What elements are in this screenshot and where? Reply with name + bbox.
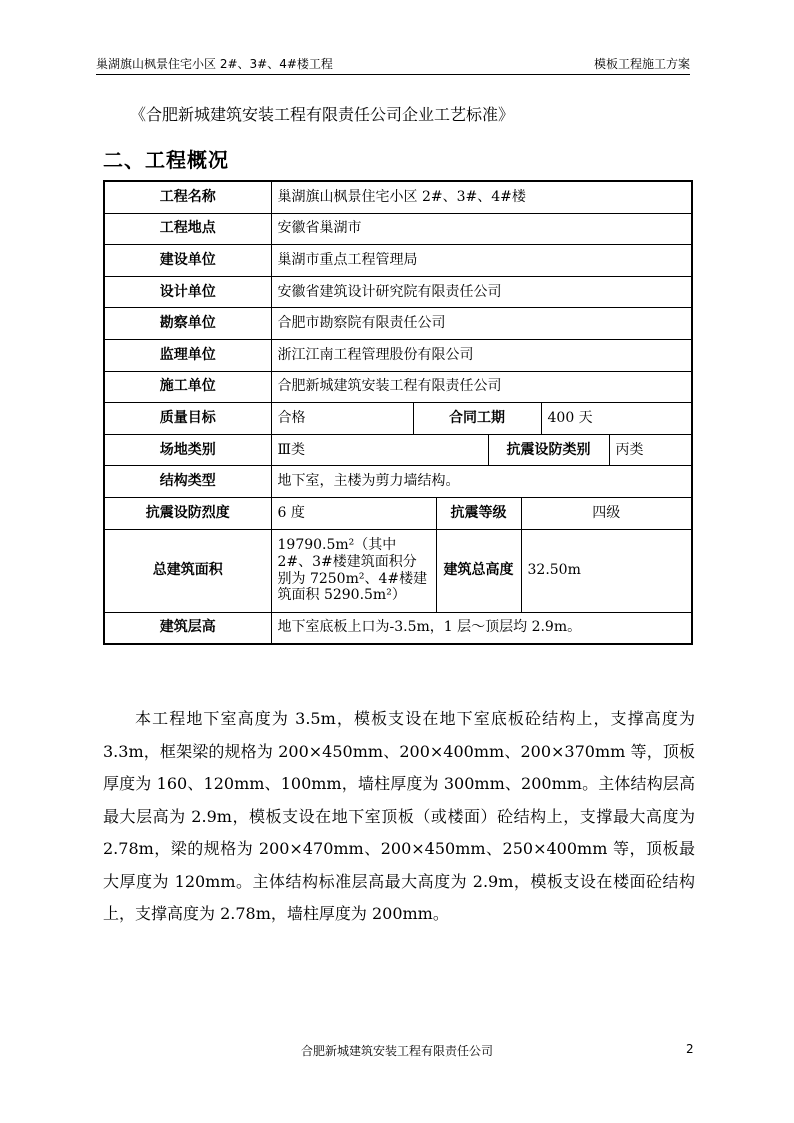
table-row xyxy=(104,308,692,340)
page-number: 2 xyxy=(686,1042,694,1056)
page-header xyxy=(96,56,690,75)
table-row xyxy=(104,497,692,529)
quality-label: 质量目标 xyxy=(104,403,271,435)
seismic-grade-label: 抗震等级 xyxy=(436,497,521,529)
height-value: 32.50m xyxy=(521,529,692,612)
header-project: 巢湖旗山枫景住宅小区 2#、3#、4#楼工程 xyxy=(96,57,333,71)
survey-value: 合肥市勘察院有限责任公司 xyxy=(271,308,692,340)
table-row xyxy=(104,529,692,612)
table-row xyxy=(104,339,692,371)
table-row xyxy=(104,466,692,498)
section-title: 二、工程概况 xyxy=(103,148,229,172)
height-label: 建筑总高度 xyxy=(436,529,521,612)
period-label: 合同工期 xyxy=(413,403,541,435)
period-value: 400 天 xyxy=(541,403,692,435)
table-row xyxy=(104,181,692,213)
body-paragraph: 本工程地下室高度为 3.5m，模板支设在地下室底板砼结构上，支撑高度为 3.3m，框架梁的规格为 200×450mm、200×400mm、200×370mm 等，顶板厚度为 160、120mm、100mm，墙柱厚度为 300mm、200mm。主体结构层高最大层高为 2.9m，模板支设在地下室顶板（或楼面）砼结构上，支撑最大高度为 2.78m，梁的规格为 200×470mm、200×450mm、250×400mm 等，顶板最大厚度为 120mm。主体结构标准层高最大高度为 2.9m，模板支设在楼面砼结构上，支撑高度为 2.78m，墙柱厚度为 200mm。 xyxy=(103,709,695,923)
header-doc-title: 模板工程施工方案 xyxy=(593,57,690,71)
table-row xyxy=(104,371,692,403)
project-name-value: 巢湖旗山枫景住宅小区 2#、3#、4#楼 xyxy=(271,181,692,213)
area-label: 总建筑面积 xyxy=(104,529,271,612)
area-value: 19790.5m²（其中 2#、3#楼建筑面积分别为 7250m²、4#楼建筑面积 5290.5m²） xyxy=(271,529,436,612)
location-label: 工程地点 xyxy=(104,213,271,245)
table-row xyxy=(104,245,692,277)
intensity-label: 抗震设防烈度 xyxy=(104,497,271,529)
contractor-label: 施工单位 xyxy=(104,371,271,403)
designer-value: 安徽省建筑设计研究院有限责任公司 xyxy=(271,276,692,308)
contractor-value: 合肥新城建筑安装工程有限责任公司 xyxy=(271,371,692,403)
floor-height-label: 建筑层高 xyxy=(104,612,271,644)
site-class-value: Ⅲ类 xyxy=(271,434,488,466)
quality-value: 合格 xyxy=(271,403,413,435)
owner-label: 建设单位 xyxy=(104,245,271,277)
site-class-label: 场地类别 xyxy=(104,434,271,466)
structure-label: 结构类型 xyxy=(104,466,271,498)
location-value: 安徽省巢湖市 xyxy=(271,213,692,245)
project-name-label: 工程名称 xyxy=(104,181,271,213)
intensity-value: 6 度 xyxy=(271,497,436,529)
supervisor-value: 浙江江南工程管理股份有限公司 xyxy=(271,339,692,371)
designer-label: 设计单位 xyxy=(104,276,271,308)
seismic-class-label: 抗震设防类别 xyxy=(488,434,609,466)
seismic-class-value: 丙类 xyxy=(609,434,692,466)
structure-value: 地下室，主楼为剪力墙结构。 xyxy=(271,466,692,498)
project-overview-table xyxy=(103,180,693,645)
seismic-grade-value: 四级 xyxy=(521,497,692,529)
owner-value: 巢湖市重点工程管理局 xyxy=(271,245,692,277)
standard-line: 《合肥新城建筑安装工程有限责任公司企业工艺标准》 xyxy=(130,105,515,124)
floor-height-value: 地下室底板上口为-3.5m，1 层～顶层均 2.9m。 xyxy=(271,612,692,644)
table-row xyxy=(104,276,692,308)
table-row xyxy=(104,403,692,435)
table-row xyxy=(104,612,692,644)
footer-company: 合肥新城建筑安装工程有限责任公司 xyxy=(300,1044,493,1058)
supervisor-label: 监理单位 xyxy=(104,339,271,371)
table-row xyxy=(104,213,692,245)
table-row xyxy=(104,434,692,466)
survey-label: 勘察单位 xyxy=(104,308,271,340)
